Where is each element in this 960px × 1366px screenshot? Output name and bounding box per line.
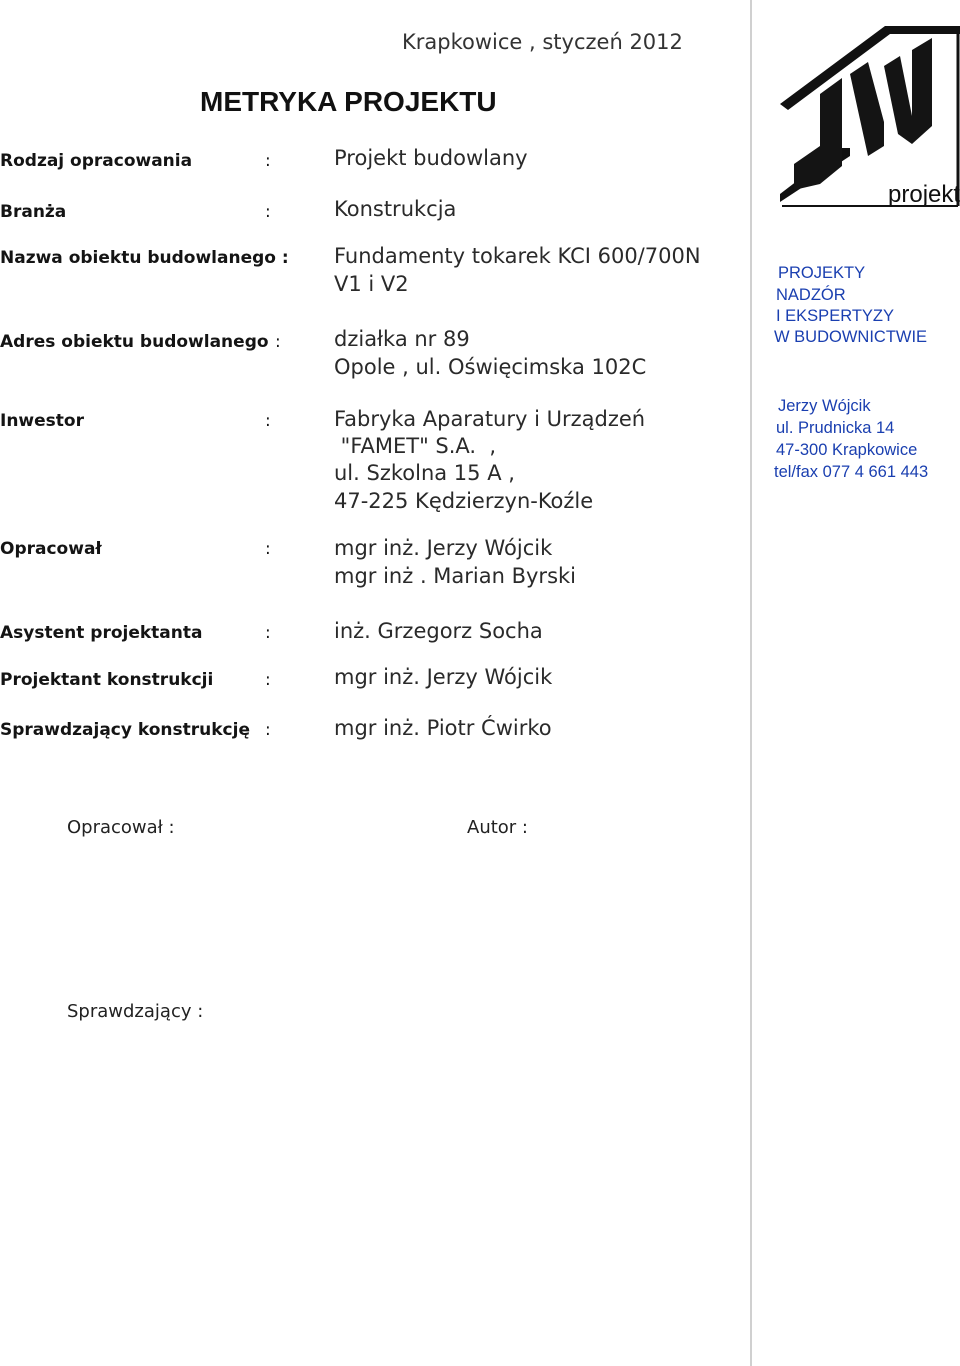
logo-w-right [912,38,932,144]
value-adres-2: Opole , ul. Oświęcimska 102C [334,355,647,379]
page-title: METRYKA PROJEKTU [200,86,497,117]
label-rodzaj: Rodzaj opracowania [0,151,193,171]
value-nazwa-1: Fundamenty tokarek KCI 600/700N [334,244,701,268]
colon-asystent: : [265,623,271,643]
label-branza: Branża [0,202,67,222]
logo-w-left [850,62,884,156]
company-contact-phone: tel/fax 077 4 661 443 [774,463,929,481]
vertical-divider [750,0,752,1366]
colon-inwestor: : [265,411,271,431]
value-inwestor-1: Fabryka Aparatury i Urządzeń [334,407,646,431]
logo-j-foot [794,146,820,190]
value-inwestor-3: ul. Szkolna 15 A , [334,461,515,485]
company-service-3: I EKSPERTYZY [776,307,894,325]
value-opracowal-2: mgr inż . Marian Byrski [334,564,577,588]
colon-branza: : [265,202,271,222]
value-adres-1: działka nr 89 [334,327,470,351]
company-service-4: W BUDOWNICTWIE [774,328,928,346]
logo-text: projekt [888,181,960,208]
signature-opracowal: Opracował : [67,817,175,838]
logo-w-mid [884,56,912,144]
label-opracowal: Opracował [0,539,102,559]
colon-adres: : [275,332,281,352]
signature-sprawdzajacy: Sprawdzający : [67,1001,204,1022]
value-inwestor-4: 47-225 Kędzierzyn-Koźle [334,489,594,513]
signature-autor: Autor : [467,817,528,838]
colon-rodzaj: : [265,151,271,171]
label-projektant: Projektant konstrukcji [0,670,214,690]
value-inwestor-2: "FAMET" S.A. , [334,434,497,458]
value-asystent: inż. Grzegorz Socha [334,619,543,643]
value-projektant: mgr inż. Jerzy Wójcik [334,665,553,689]
value-branza: Konstrukcja [334,197,457,221]
place-date: Krapkowice , styczeń 2012 [402,30,683,54]
colon-sprawdzajacy: : [265,720,271,740]
company-service-1: PROJEKTY [778,264,866,282]
colon-opracowal: : [265,539,271,559]
logo-j-stem [820,78,842,184]
value-opracowal-1: mgr inż. Jerzy Wójcik [334,536,553,560]
label-nazwa: Nazwa obiektu budowlanego : [0,248,289,268]
value-sprawdzajacy: mgr inż. Piotr Ćwirko [334,716,552,740]
value-nazwa-2: V1 i V2 [334,272,409,296]
label-adres: Adres obiektu budowlanego [0,332,269,352]
value-rodzaj: Projekt budowlany [334,146,528,170]
colon-projektant: : [265,670,271,690]
company-logo [780,26,960,208]
company-contact-name: Jerzy Wójcik [778,397,871,415]
company-contact-street: ul. Prudnicka 14 [776,419,895,437]
company-contact-city: 47-300 Krapkowice [776,441,918,459]
label-asystent: Asystent projektanta [0,623,203,643]
label-inwestor: Inwestor [0,411,84,431]
company-service-2: NADZÓR [776,286,846,304]
label-sprawdzajacy: Sprawdzający konstrukcję [0,720,250,740]
